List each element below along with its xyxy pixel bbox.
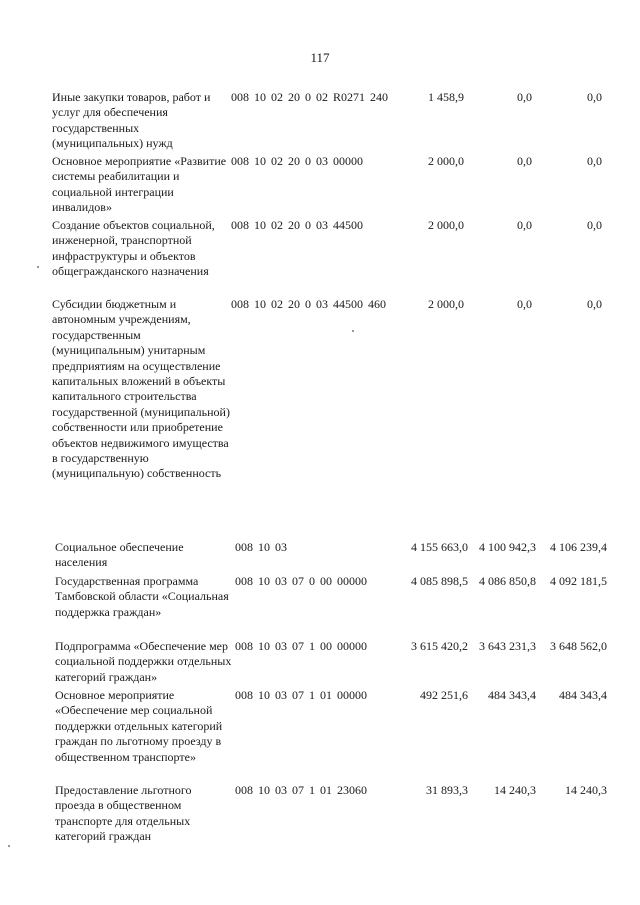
row-code: 008 10 02 20 0 02 R0271 240 xyxy=(231,90,389,104)
row-value-3: 14 240,3 xyxy=(565,783,607,797)
row-code: 008 10 03 07 0 00 00000 xyxy=(235,574,367,588)
page-number: 117 xyxy=(310,50,330,65)
row-value-3: 4 092 181,5 xyxy=(550,574,607,588)
row-value-3: 0,0 xyxy=(587,154,602,168)
row-value-2: 0,0 xyxy=(517,297,532,311)
row-value-2: 4 100 942,3 xyxy=(479,540,536,554)
row-value-1: 1 458,9 xyxy=(428,90,464,104)
row-name: Создание объектов социальной, инженерной, транспортной инфраструктуры и объектов общегражданского назначения xyxy=(52,218,215,279)
row-value-3: 4 106 239,4 xyxy=(550,540,607,554)
row-value-2: 4 086 850,8 xyxy=(479,574,536,588)
row-value-1: 2 000,0 xyxy=(428,297,464,311)
row-name: Подпрограмма «Обеспечение мер социальной поддержки отдельных категорий граждан» xyxy=(55,639,232,684)
row-name: Основное мероприятие «Развитие системы реабилитации и социальной интеграции инвалидов» xyxy=(52,154,227,215)
row-value-2: 484 343,4 xyxy=(488,688,536,702)
row-value-2: 3 643 231,3 xyxy=(479,639,536,653)
row-value-2: 0,0 xyxy=(517,154,532,168)
row-value-3: 484 343,4 xyxy=(559,688,607,702)
row-name: Субсидии бюджетным и автономным учреждениям, государственным (муниципальным) унитарным предприятиям на осуществление капитальных вложений в объекты капитального строительства государственной (муниципальной) собственности или приобретение объектов недвижимого имущества в государственную (муниципальную) собственность xyxy=(52,297,230,481)
row-value-3: 0,0 xyxy=(587,218,602,232)
row-value-2: 0,0 xyxy=(517,90,532,104)
row-code: 008 10 03 07 1 01 00000 xyxy=(235,688,367,702)
row-code: 008 10 03 xyxy=(235,540,287,554)
scan-speck xyxy=(37,266,39,268)
row-code: 008 10 02 20 0 03 44500 460 xyxy=(231,297,386,311)
row-code: 008 10 03 07 1 01 23060 xyxy=(235,783,367,797)
row-value-1: 3 615 420,2 xyxy=(411,639,468,653)
row-name: Основное мероприятие «Обеспечение мер социальной поддержки отдельных категорий граждан по льготному проезду в общественном транспорте» xyxy=(55,688,223,764)
row-value-2: 14 240,3 xyxy=(494,783,536,797)
row-value-3: 0,0 xyxy=(587,297,602,311)
row-name: Социальное обеспечение населения xyxy=(55,540,184,570)
row-value-1: 4 155 663,0 xyxy=(411,540,468,554)
row-value-3: 3 648 562,0 xyxy=(550,639,607,653)
row-value-1: 492 251,6 xyxy=(420,688,468,702)
row-code: 008 10 02 20 0 03 44500 xyxy=(231,218,363,232)
row-code: 008 10 02 20 0 03 00000 xyxy=(231,154,363,168)
row-name: Предоставление льготного проезда в общественном транспорте для отдельных категорий граждан xyxy=(55,783,192,844)
row-value-1: 4 085 898,5 xyxy=(411,574,468,588)
scan-speck xyxy=(352,330,354,332)
row-name: Иные закупки товаров, работ и услуг для обеспечения государственных (муниципальных) нужд xyxy=(52,90,211,151)
row-value-1: 2 000,0 xyxy=(428,154,464,168)
row-value-2: 0,0 xyxy=(517,218,532,232)
row-value-1: 2 000,0 xyxy=(428,218,464,232)
row-name: Государственная программа Тамбовской области «Социальная поддержка граждан» xyxy=(55,574,229,619)
row-code: 008 10 03 07 1 00 00000 xyxy=(235,639,367,653)
row-value-1: 31 893,3 xyxy=(426,783,468,797)
scan-speck xyxy=(8,845,10,847)
row-value-3: 0,0 xyxy=(587,90,602,104)
